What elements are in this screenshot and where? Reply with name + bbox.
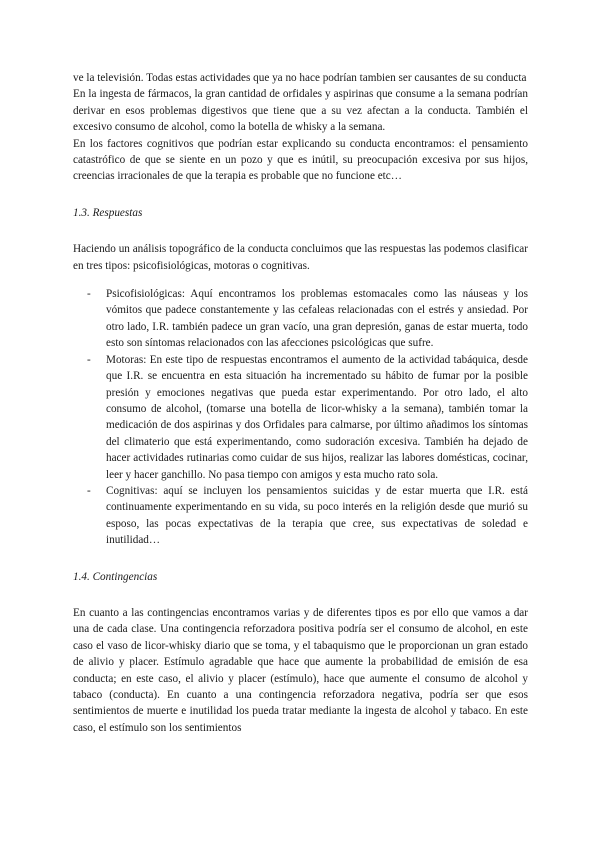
- list-item: [73, 286, 528, 352]
- list-item-text: Motoras: En este tipo de respuestas encontramos el aumento de la actividad tabáquica, desde que I.R. se encuentra en esta situación ha incrementado su hábito de fumar por la posible presión y emociones negativas que pueda estar experimentando. Por otro lado, el alto consumo de alcohol, (tomarse una botella de licor-whisky a la semana), también tomar la medicación de dos aspirinas y dos Orfidales para calmarse, por último añadimos los síntomas del climaterio que está experimentando, como sudoración excesiva. También ha dejado de hacer actividades rutinarias como cuidar de sus hijos, realizar las labores domésticas, cocinar, leer y hacer ganchillo. No pasa tiempo con amigos y esta mucho rato sola.: [106, 353, 528, 481]
- list-item-text: Psicofisiológicas: Aquí encontramos los problemas estomacales como las náuseas y los vómitos que padece constantemente y las cefaleas relacionadas con el estrés y ansiedad. Por otro lado, I.R. también padece un gran vacío, una gran depresión, ganas de estar muerta, todo esto son síntomas relacionados con las afecciones psicológicas que sufre.: [106, 288, 528, 350]
- list-item-text: Cognitivas: aquí se incluyen los pensamientos suicidas y de estar muerta que I.R. está continuamente experimentando en su vida, su poco interés en la religión desde que murió su esposo, las pocas expectativas de la terapia que cree, sus expectativas de soledad e inutilidad…: [106, 484, 528, 547]
- contingencias-paragraph: En cuanto a las contingencias encontramos varias y de diferentes tipos es por ello que vamos a dar una de cada clase. Una contingencia reforzadora positiva podría ser el consumo de alcohol, en este caso el vaso de licor-whisky diario que se toma, y el tabaquismo que le proporcionan un gran estado de alivio y placer. Estímulo agradable que hace que aumente la probabilidad de emisión de esa conducta; en este caso, el alivio y placer (estímulo), hace que aumente el consumo de alcohol y tabaco (conducta). En cuanto a una contingencia reforzadora negativa, podría ser que esos sentimientos de muerte e inutilidad los pueda tratar mediante la ingesta de alcohol y tabaco. En este caso, el estímulo son los sentimientos: [73, 606, 528, 734]
- intro-paragraph-2: En la ingesta de fármacos, la gran cantidad de orfidales y aspirinas que consume a la semana podrían derivar en esos problemas digestivos que tiene que a su vez afectan a la conducta. También el excesivo consumo de alcohol, como la botella de whisky a la semana.: [73, 88, 528, 134]
- intro-paragraph-3: En los factores cognitivos que podrían estar explicando su conducta encontramos: el pensamiento catastrófico de que se siente en un pozo y que es inútil, su preocupación excesiva por sus hijos, creencias irracionales de que la terapia es probable que no funcione etc…: [73, 137, 528, 183]
- document-page: [73, 70, 528, 736]
- bullet-dash: -: [87, 353, 91, 366]
- bullet-dash: -: [87, 484, 91, 497]
- respuestas-intro-paragraph: Haciendo un análisis topográfico de la conducta concluimos que las respuestas las podemos clasificar en tres tipos: psicofisiológicas, motoras o cognitivas.: [73, 243, 528, 272]
- section-heading-contingencias: 1.4. Contingencias: [73, 570, 158, 583]
- bullet-dash: -: [87, 288, 91, 301]
- list-item: [73, 483, 528, 549]
- intro-paragraph-1: ve la televisión. Todas estas actividades que ya no hace podrían tambien ser causantes de su conducta: [73, 72, 527, 84]
- section-heading-respuestas: 1.3. Respuestas: [73, 206, 143, 219]
- list-item: [73, 352, 528, 483]
- respuestas-list: [73, 286, 528, 549]
